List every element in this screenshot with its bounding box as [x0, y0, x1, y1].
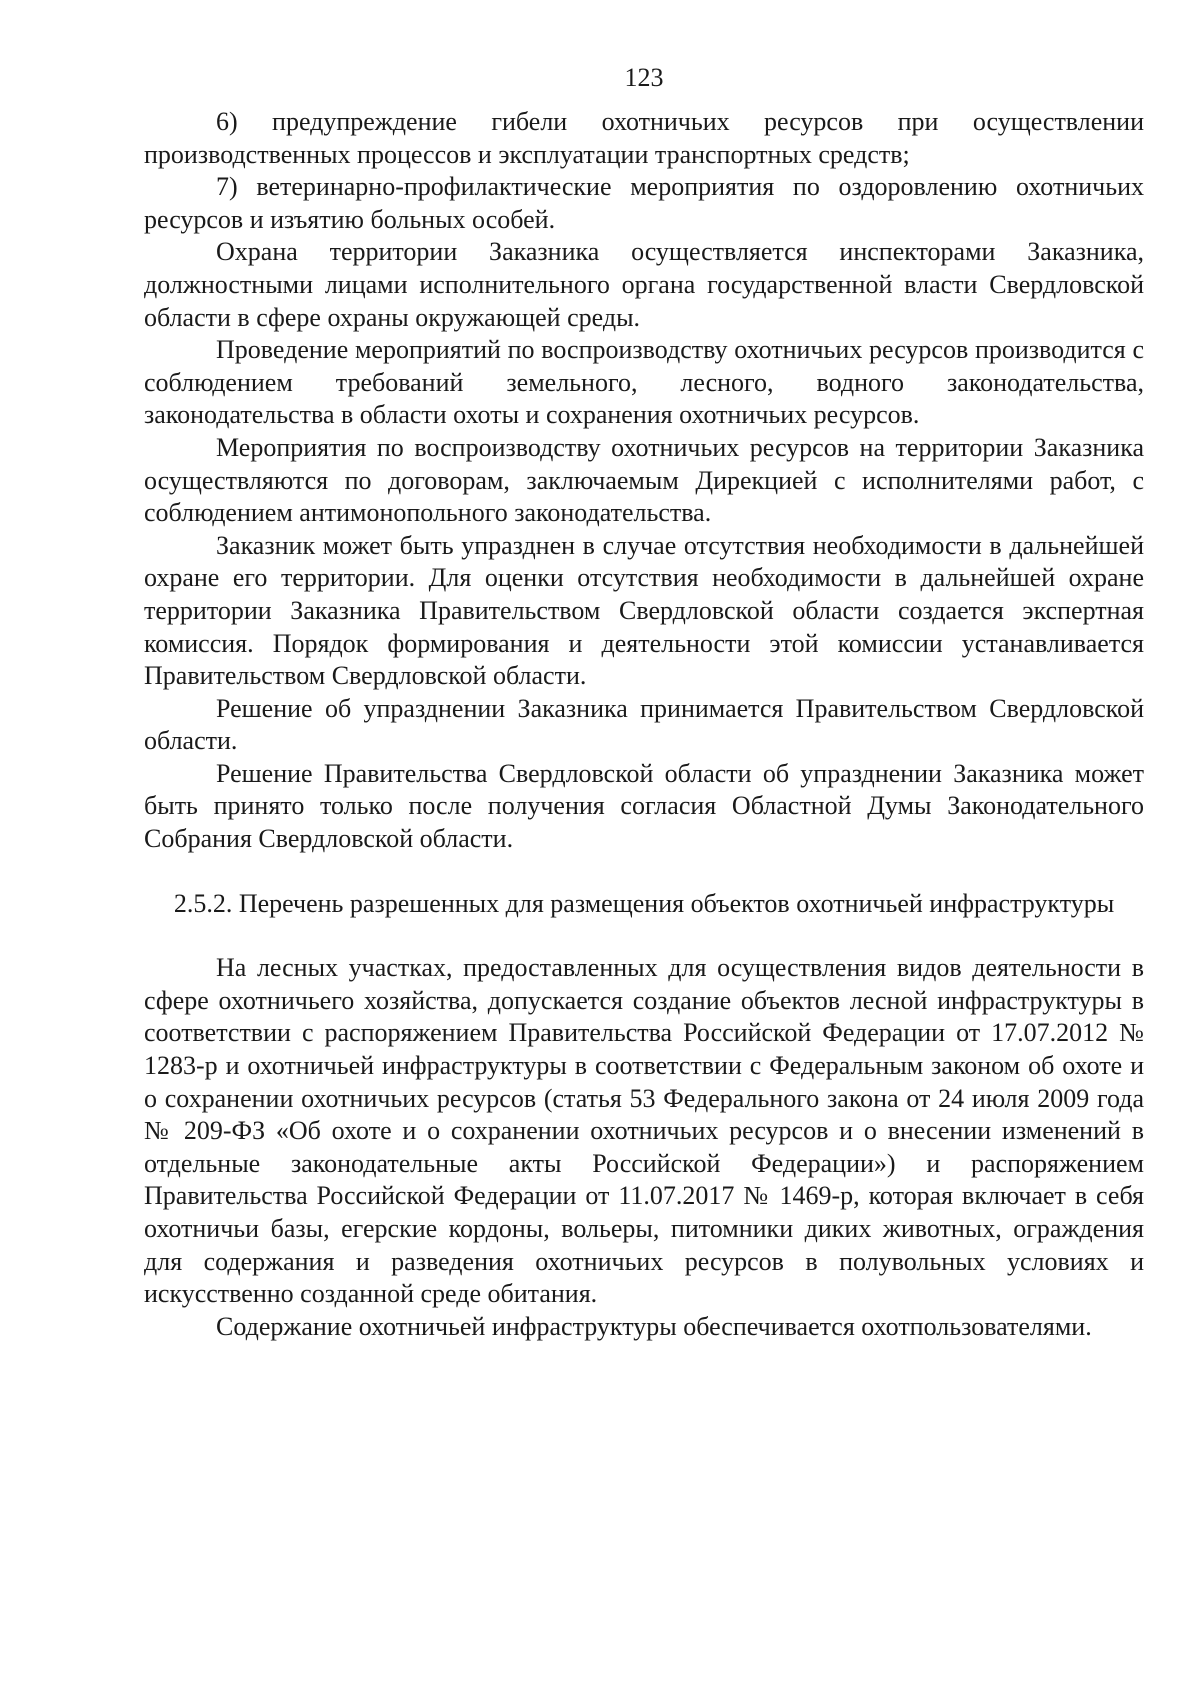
- paragraph-item-7: 7) ветеринарно-профилактические мероприятия по оздоровлению охотничьих ресурсов и изъятию больных особей.: [144, 172, 1144, 234]
- paragraph-reproduction-contracts: Мероприятия по воспроизводству охотничьих ресурсов на территории Заказника осуществляются по договорам, заключаемым Дирекцией с исполнителями работ, с соблюдением антимонопольного законодательства.: [144, 432, 1144, 528]
- paragraph-infrastructure: На лесных участках, предоставленных для осуществления видов деятельности в сфере охотничьего хозяйства, допускается создание объектов лесной инфраструктуры в соответствии с распоряжением Правительства Российской Федерации от 17.07.2012 № 1283-р и охотничьей инфраструктуры в соответствии с Федеральным законом об охоте и о сохранении охотничьих ресурсов (статья 53 Федерального закона от 24 июля 2009 года № 209-ФЗ «Об охоте и о сохранении охотничьих ресурсов и о внесении изменений в отдельные законодательные акты Российской Федерации») и распоряжением Правительства Российской Федерации от 11.07.2017 № 1469-р, которая включает в себя охотничьи базы, егерские кордоны, вольеры, питомники диких животных, ограждения для содержания и разведения охотничьих ресурсов в полувольных условиях и искусственно созданной среде обитания.: [144, 953, 1144, 1309]
- paragraph-abolition-consent: Решение Правительства Свердловской области об упразднении Заказника может быть принято только после получения согласия Областной Думы Законодательного Собрания Свердловской области.: [144, 758, 1144, 854]
- document-page: [144, 60, 1144, 1343]
- page-number: 123: [624, 63, 664, 92]
- paragraph-abolition: Заказник может быть упразднен в случае отсутствия необходимости в дальнейшей охране его территории. Для оценки отсутствия необходимости в дальнейшей охране территории Заказника Правительством Свердловской области создается экспертная комиссия. Порядок формирования и деятельности этой комиссии устанавливается Правительством Свердловской области.: [144, 530, 1144, 691]
- section-heading: 2.5.2. Перечень разрешенных для размещения объектов охотничьей инфраструктуры: [173, 888, 1115, 918]
- paragraph-protection: Охрана территории Заказника осуществляется инспекторами Заказника, должностными лицами исполнительного органа государственной власти Свердловской области в сфере охраны окружающей среды.: [144, 237, 1144, 332]
- paragraph-item-6: 6) предупреждение гибели охотничьих ресурсов при осуществлении производственных процессов и эксплуатации транспортных средств;: [144, 107, 1144, 169]
- paragraph-abolition-decision: Решение об упразднении Заказника принимается Правительством Свердловской области.: [144, 693, 1144, 756]
- paragraph-reproduction: Проведение мероприятий по воспроизводству охотничьих ресурсов производится с соблюдением требований земельного, лесного, водного законодательства, законодательства в области охоты и сохранения охотничьих ресурсов.: [144, 335, 1144, 430]
- paragraph-infrastructure-maintenance: Содержание охотничьей инфраструктуры обеспечивается охотпользователями.: [216, 1311, 1092, 1341]
